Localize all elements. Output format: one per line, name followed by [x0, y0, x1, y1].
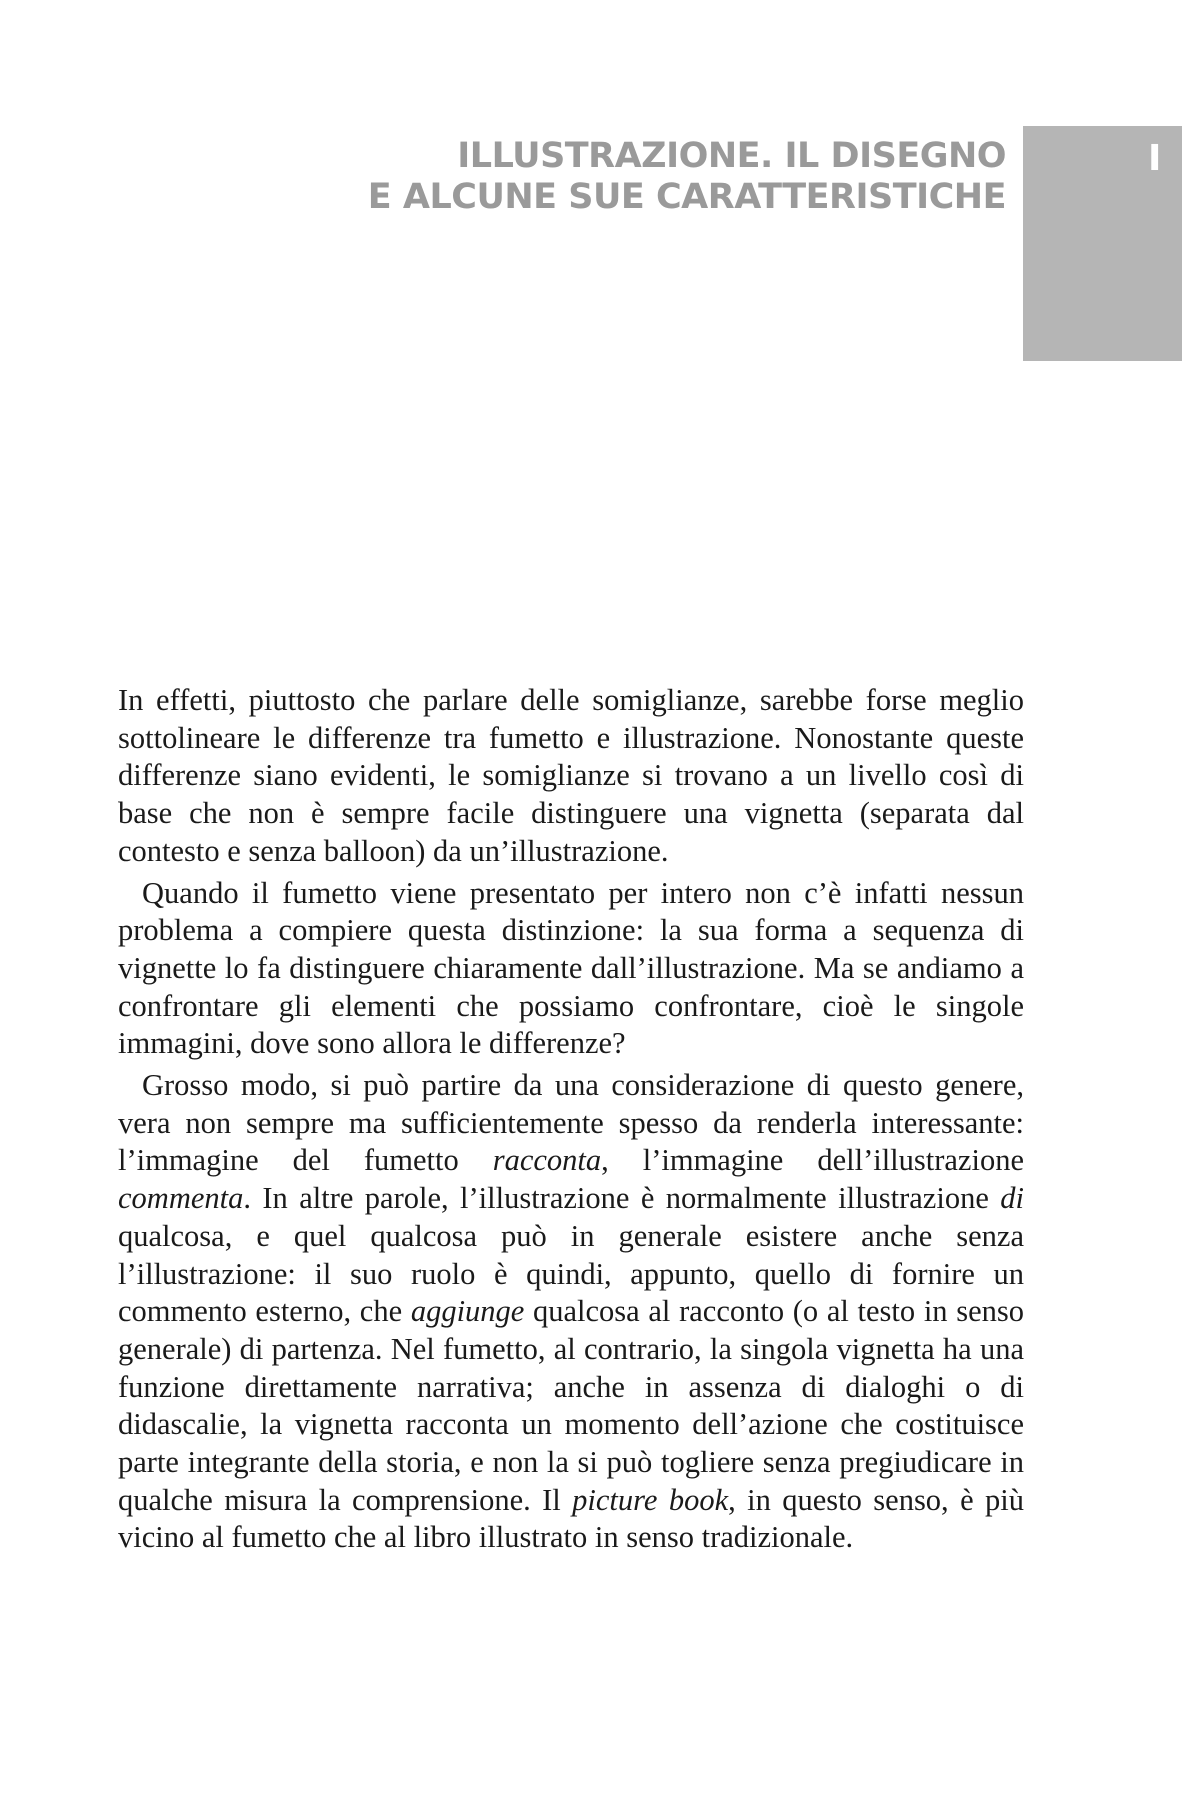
paragraph-3-text-3: . In altre parole, l’illustrazione è normalmente illustrazione [243, 1181, 1001, 1216]
chapter-number: I [1148, 138, 1162, 179]
italic-commenta: commenta [118, 1181, 244, 1216]
paragraph-1-text: In effetti, piuttosto che parlare delle somiglianze, sarebbe forse meglio sottolineare le differenze tra fumetto e illustrazione. Nonostante queste differenze siano evidenti, le somiglianze si trovano a un livello così di base che non è sempre facile distinguere una vignetta (separata dal contesto e senza balloon) da un’illustrazione. [118, 683, 1024, 868]
italic-picture-book: picture book [572, 1482, 729, 1517]
italic-aggiunge: aggiunge [410, 1294, 525, 1329]
paragraph-3 [118, 1067, 1024, 1557]
body-text [118, 682, 1024, 1561]
paragraph-3-text-1: Grosso modo, si può partire da una considerazione di questo genere, vera non sempre ma sufficientemente spesso da renderla interessante: l’immagine del fumetto [118, 1068, 1024, 1178]
paragraph-1 [118, 682, 1024, 871]
paragraph-2-text: Quando il fumetto viene presentato per intero non c’è infatti nessun problema a compiere questa distinzione: la sua forma a sequenza di vignette lo fa distinguere chiaramente dall’illustrazione. Ma se andiamo a confrontare gli elementi che possiamo confrontare, cioè le singole immagini, dove sono allora le differenze? [118, 875, 1024, 1061]
paragraph-2 [118, 875, 1024, 1064]
paragraph-3-text-2: , l’immagine dell’illustrazione [601, 1143, 1024, 1178]
paragraph-3-text-4: qualcosa, e quel qualcosa può in generale esistere anche senza l’illustrazione: il suo ruolo è quindi, appunto, quello di fornire un commento esterno, che [118, 1218, 1024, 1329]
chapter-title [368, 136, 1006, 218]
italic-racconta: racconta [492, 1143, 602, 1178]
italic-di: di [1000, 1181, 1024, 1216]
paragraph-3-text-5: qualcosa al racconto (o al testo in senso generale) di partenza. Nel fumetto, al contrario, la singola vignetta ha una funzione direttamente narrativa; anche in assenza di dialoghi o di didascalie, la vignetta racconta un momento dell’azione che costituisce parte integrante della storia, e non la si può togliere senza pregiudicare in qualche misura la comprensione. Il [118, 1294, 1024, 1517]
paragraph-3-text-6: , in questo senso, è più vicino al fumetto che al libro illustrato in senso tradizionale. [118, 1482, 1024, 1555]
chapter-title-line-1: ILLUSTRAZIONE. IL DISEGNO [457, 136, 1006, 176]
chapter-title-line-2: E ALCUNE SUE CARATTERISTICHE [367, 177, 1006, 217]
